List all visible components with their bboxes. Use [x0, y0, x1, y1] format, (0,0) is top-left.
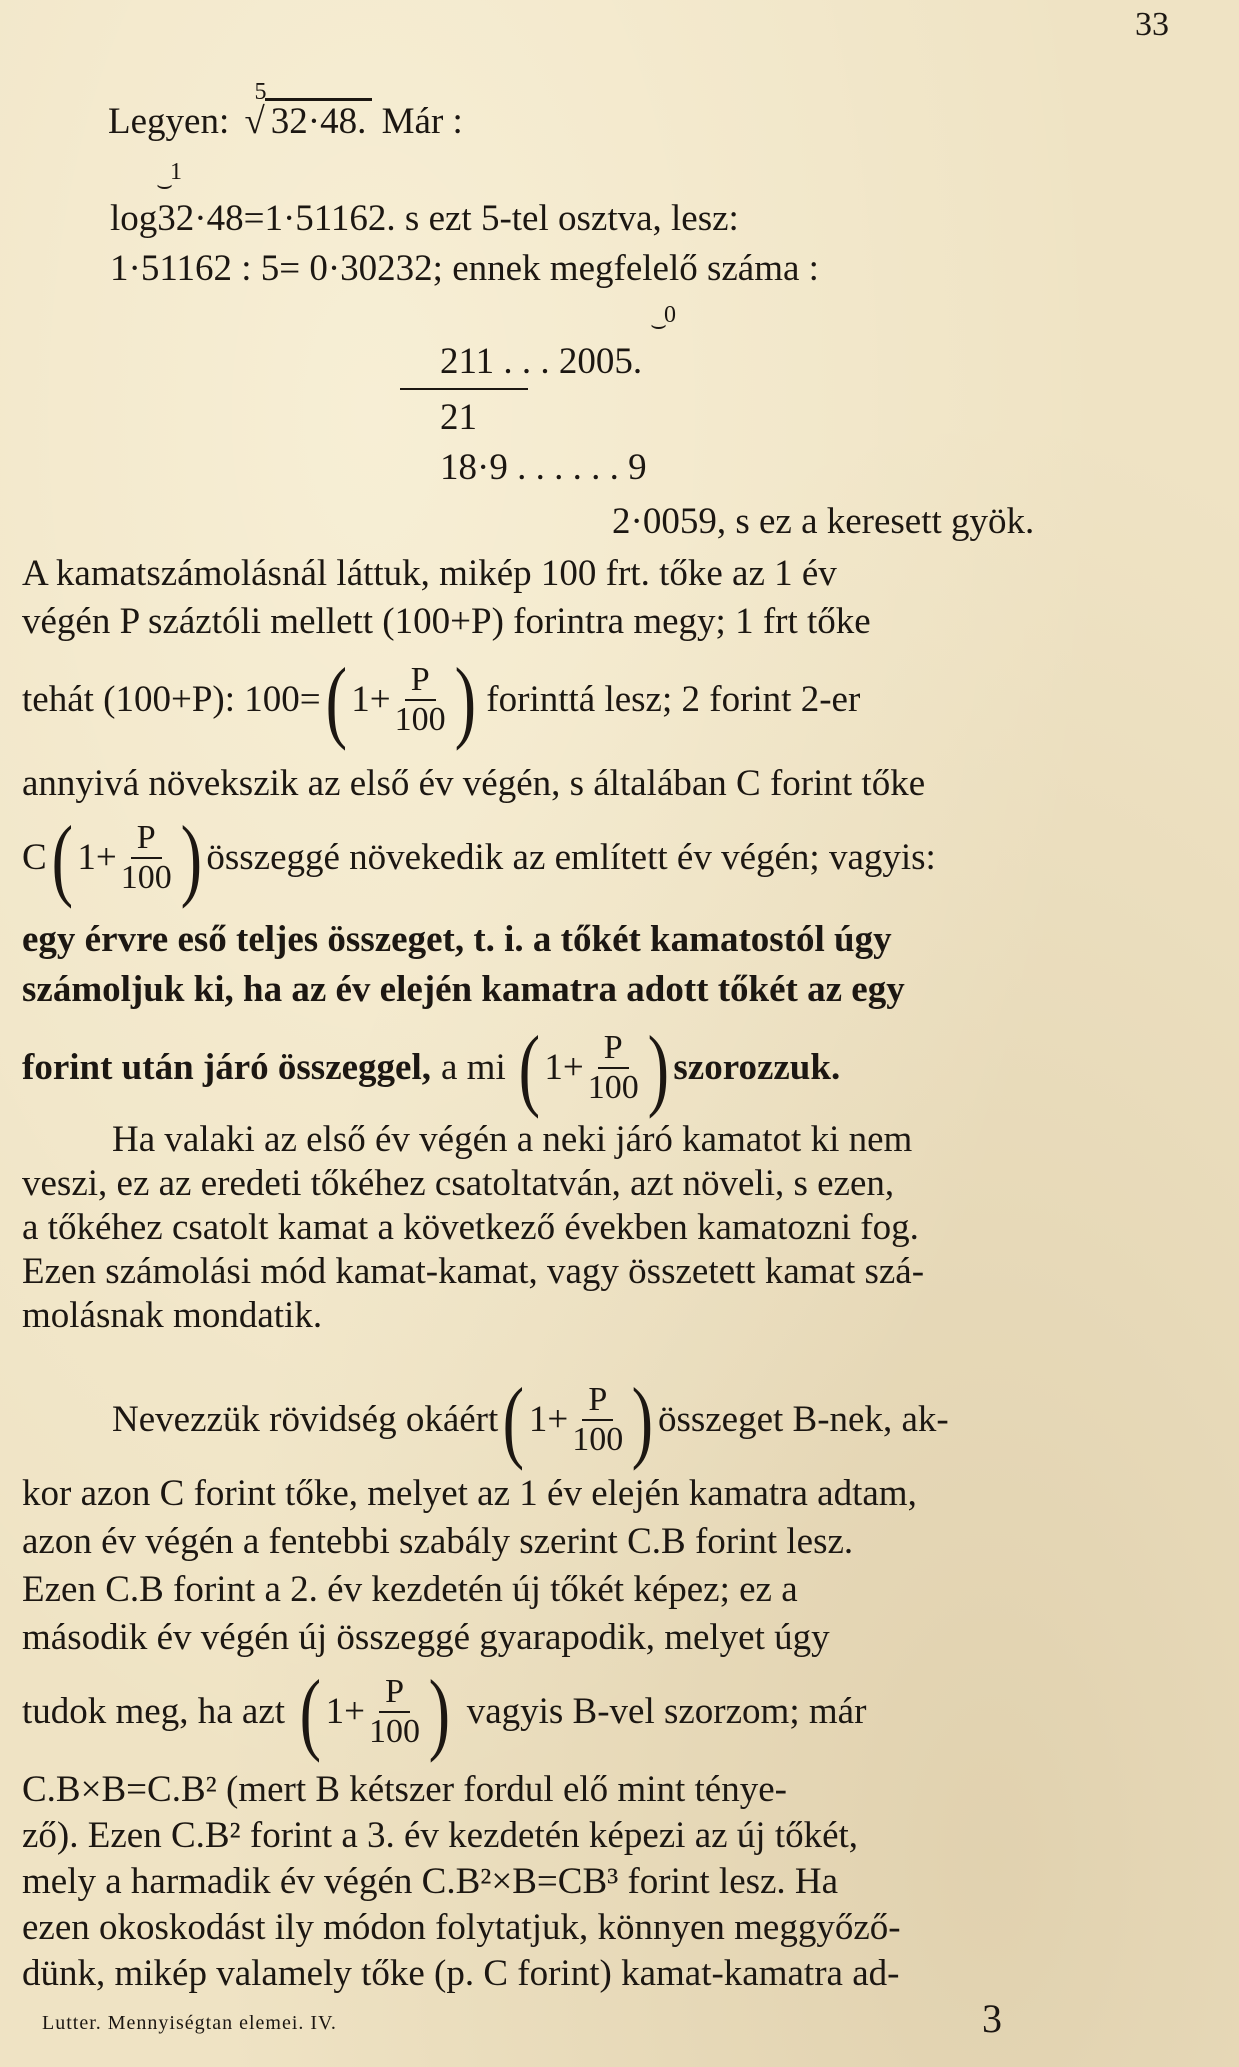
line-10	[22, 650, 860, 750]
line-7: 2·0059, s ez a keresett gyök.	[612, 501, 1035, 542]
footer-title: Lutter. Mennyiségtan elemei. IV.	[42, 2012, 337, 2034]
line-18: a tőkéhez csatolt kamat a következő években kamatozni fog.	[22, 1207, 919, 1248]
line-2: log32·48=1·51162. s ezt 5-tel osztva, lesz:	[110, 198, 739, 239]
line-2-mark: 1	[170, 159, 182, 185]
line-15	[22, 1018, 840, 1118]
close-paren: )	[631, 1369, 654, 1471]
formula-plus: +	[344, 1691, 366, 1732]
formula-3	[514, 1017, 674, 1119]
line-8	[22, 552, 1172, 596]
line-24: Ezen C.B forint a 2. év kezdetén új tőkét képez; ez a	[22, 1569, 798, 1610]
formula-one: 1	[528, 1399, 548, 1440]
line-21-text-b: összeget B-nek, ak-	[657, 1399, 949, 1440]
line-30: ezen okoskodást ily módon folytatjuk, könnyen meggyőző-	[22, 1907, 901, 1948]
fraction-denominator: 100	[369, 1713, 421, 1750]
line-29: mely a harmadik év végén C.B²×B=CB³ forint lesz. Ha	[22, 1861, 839, 1902]
page-number: 33	[1135, 6, 1169, 43]
formula-2	[47, 807, 207, 909]
line-4-brace: ⌣	[650, 310, 668, 339]
line-26-text-a: tudok meg, ha azt	[22, 1691, 286, 1732]
open-paren: (	[325, 649, 347, 751]
close-paren: )	[454, 649, 476, 751]
formula-plus: +	[562, 1047, 584, 1088]
formula-4	[498, 1369, 658, 1471]
close-paren: )	[647, 1017, 669, 1119]
fraction	[588, 1031, 639, 1105]
root-index: 5	[254, 79, 267, 105]
formula-1	[321, 649, 481, 751]
line-14: számoljuk ki, ha az év elején kamatra adott tőkét az egy	[22, 969, 905, 1010]
line-4-mark: 0	[664, 302, 676, 328]
close-paren: )	[180, 807, 202, 909]
line-12	[22, 808, 936, 908]
line-25: második év végén új összeggé gyarapodik, melyet úgy	[22, 1617, 830, 1658]
line-1-text: Legyen:	[108, 101, 230, 142]
open-paren: (	[51, 807, 73, 909]
fraction	[572, 1383, 623, 1457]
line-3: 1·51162 : 5= 0·30232; ennek megfelelő száma :	[110, 248, 819, 289]
open-paren: (	[502, 1369, 525, 1471]
line-15-text-a: forint után járó összeggel,	[22, 1047, 431, 1088]
fraction-denominator: 100	[572, 1421, 624, 1458]
open-paren: (	[518, 1017, 540, 1119]
fraction-numerator: P	[131, 821, 162, 859]
root-expression	[244, 79, 372, 144]
line-21-text-a: Nevezzük rövidség okáért	[112, 1399, 499, 1440]
fraction-denominator: 100	[120, 859, 172, 896]
signature-mark: 3	[982, 1996, 1002, 2041]
formula-plus: +	[547, 1399, 569, 1440]
fraction-numerator: P	[379, 1675, 410, 1713]
line-5: 21	[440, 397, 477, 438]
line-2-brace: ⌣	[156, 170, 174, 199]
formula-one: 1	[325, 1691, 345, 1732]
line-6: 18·9 . . . . . . 9	[440, 447, 647, 488]
line-19: Ezen számolási mód kamat-kamat, vagy összetett kamat szá-	[22, 1251, 925, 1292]
line-15-text-c: szorozzuk.	[673, 1047, 841, 1088]
line-28: ző). Ezen C.B² forint a 3. év kezdetén képezi az új tőkét,	[22, 1815, 859, 1856]
line-22: kor azon C forint tőke, melyet az 1 év elején kamatra adtam,	[22, 1473, 917, 1514]
line-20: molásnak mondatik.	[22, 1295, 323, 1336]
line-10-text-b: forinttá lesz; 2 forint 2-er	[486, 679, 861, 720]
line-4: 211 . . . 2005.	[440, 341, 643, 382]
line-17: veszi, ez az eredeti tőkéhez csatoltatván, azt növeli, s ezen,	[22, 1163, 895, 1204]
formula-one: 1	[351, 679, 370, 720]
line-16: Ha valaki az első év végén a neki járó kamatot ki nem	[112, 1119, 913, 1160]
fraction-numerator: P	[405, 663, 436, 701]
formula-plus: +	[369, 679, 391, 720]
fraction-numerator: P	[582, 1383, 613, 1421]
line-21	[112, 1370, 949, 1470]
line-26-text-b: vagyis B-vel szorzom; már	[466, 1691, 867, 1732]
open-paren: (	[299, 1661, 322, 1763]
line-1	[108, 79, 463, 144]
line-13: egy érvre eső teljes összeget, t. i. a tőkét kamatostól úgy	[22, 919, 892, 960]
line-12-text-b: összeggé növekedik az említett év végén; vagyis:	[206, 837, 936, 878]
formula-one: 1	[544, 1047, 563, 1088]
fraction-denominator: 100	[394, 701, 446, 738]
formula-one: 1	[77, 837, 96, 878]
fraction	[121, 821, 172, 895]
root-radicand: 32·48.	[265, 98, 373, 142]
fraction-numerator: P	[598, 1031, 629, 1069]
division-rule	[400, 388, 528, 390]
fraction-denominator: 100	[587, 1069, 639, 1106]
line-1-tail: Már :	[381, 101, 463, 142]
line-8-text: A kamatszámolásnál láttuk, mikép 100 frt. tőke az 1 év	[22, 553, 837, 594]
line-23: azon év végén a fentebbi szabály szerint C.B forint lesz.	[22, 1521, 854, 1562]
line-26	[22, 1662, 866, 1762]
root-radical: √	[244, 101, 265, 142]
line-10-text-a: tehát (100+P): 100=	[22, 679, 321, 720]
formula-5	[295, 1661, 455, 1763]
line-9: végén P száztóli mellett (100+P) forintra megy; 1 frt tőke	[22, 601, 871, 642]
formula-plus: +	[95, 837, 117, 878]
line-15-text-b: a mi	[441, 1047, 506, 1088]
line-31: dünk, mikép valamely tőke (p. C forint) kamat-kamatra ad-	[22, 1953, 900, 1994]
fraction	[395, 663, 446, 737]
line-27: C.B×B=C.B² (mert B kétszer fordul elő mint ténye-	[22, 1769, 787, 1810]
line-12-text-a: C	[22, 837, 47, 878]
line-11: annyivá növekszik az első év végén, s általában C forint tőke	[22, 763, 926, 804]
close-paren: )	[428, 1661, 451, 1763]
fraction	[369, 1675, 420, 1749]
